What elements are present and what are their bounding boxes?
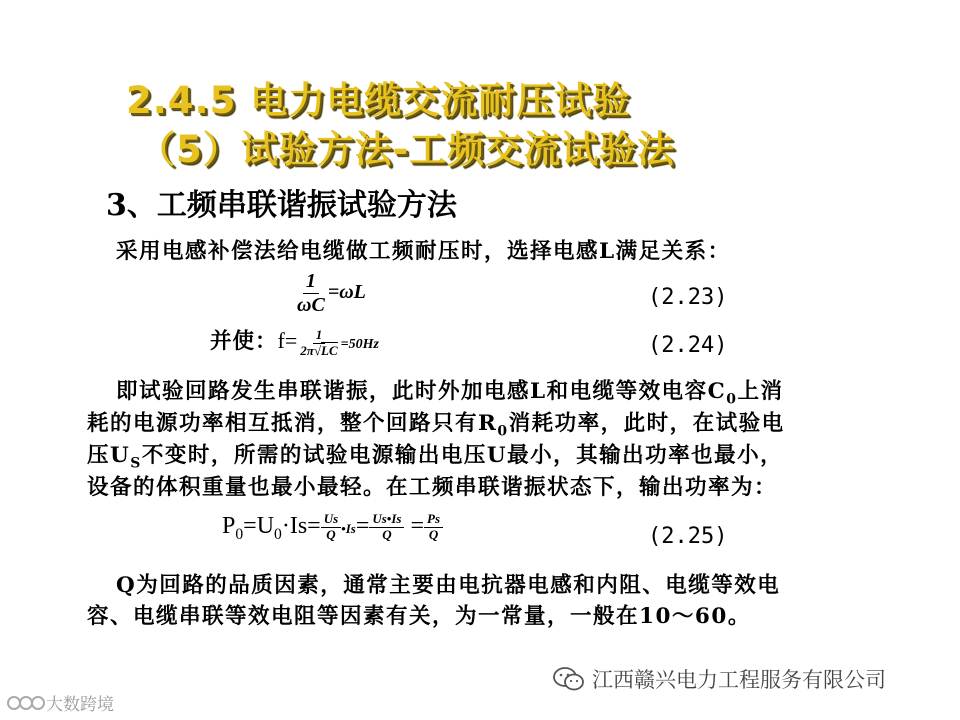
fraction-numerator: 1: [303, 270, 319, 294]
denominator-constant: 2π: [300, 343, 314, 358]
text-run: 耗的电源功率相互抵消，整个回路只有R: [87, 411, 498, 436]
watermark: [6, 690, 114, 715]
paragraph-2-line-2: 容、电缆串联等效电阻等因素有关，为一常量，一般在10～60。: [87, 604, 751, 629]
fraction: [294, 270, 328, 317]
text-run: 上消: [737, 379, 784, 404]
paragraph-1-line-4: 设备的体积重量也最小最轻。在工频串联谐振状态下，输出功率为：: [87, 475, 778, 500]
intro-text: 采用电感补偿法给电缆做工频耐压时，选择电感L满足关系：: [116, 239, 731, 264]
text-run: 不变时，所需的试验电源输出电压U最小，其输出功率也最小，: [141, 443, 784, 468]
subscript: 0: [497, 423, 509, 440]
subscript: 0: [274, 525, 282, 543]
fraction-denominator: Q: [428, 526, 439, 542]
title-line-1: 2.4.5 电力电缆交流耐压试验: [126, 79, 631, 122]
fraction-3: [424, 512, 443, 543]
fraction: [297, 328, 340, 359]
text-run: 即试验回路发生串联谐振，此时外加电感L和电缆等效电容C: [116, 379, 727, 404]
fraction-2: [369, 512, 404, 543]
equals-sign: =: [410, 512, 425, 539]
footer-account: [552, 664, 886, 694]
equation-2-23: [294, 270, 366, 317]
fraction-numerator: Us•Is: [369, 512, 404, 528]
symbol-p: P: [222, 512, 236, 539]
equation-2-25: [222, 512, 443, 544]
subscript: S: [130, 455, 142, 472]
paragraph-2-line-1: Q为回路的品质因素，通常主要由电抗器电感和内阻、电缆等效电: [116, 573, 781, 598]
footer-company-name: 江西赣兴电力工程服务有限公司: [592, 668, 886, 692]
fraction-tail: •Is: [341, 520, 356, 536]
equation-number-2-25: (2.25): [648, 524, 728, 549]
equation-lhs: f=: [277, 328, 298, 353]
subscript: 0: [235, 525, 244, 543]
equation-2-24: [210, 326, 379, 359]
equation-number-2-23: (2.23): [648, 285, 728, 310]
symbol-u: =U: [243, 512, 275, 539]
equation-prefix: 并使：: [210, 329, 278, 354]
fraction-denominator: ωC: [297, 294, 325, 316]
fraction-denominator: [297, 344, 340, 359]
fraction-1: [321, 512, 341, 543]
equation-rhs: =ωL: [327, 281, 366, 304]
text-run: 压U: [87, 443, 131, 468]
sqrt-icon: √: [313, 343, 321, 358]
section-heading: 3、工频串联谐振试验方法: [106, 188, 457, 223]
wechat-icon: [552, 666, 586, 692]
symbol-is: ·Is=: [281, 512, 321, 539]
watermark-text: 大数跨境: [46, 695, 114, 715]
fraction-numerator: Us: [321, 512, 341, 528]
fraction-denominator: Q: [382, 526, 392, 542]
fraction-denominator: Q: [326, 526, 336, 542]
fraction-numerator: Ps: [424, 512, 443, 528]
equation-rhs: =50Hz: [340, 337, 379, 352]
equals-sign: =: [355, 512, 370, 539]
subscript: 0: [726, 391, 738, 408]
logo-icon: [6, 693, 46, 713]
fraction-numerator: 1: [313, 328, 326, 344]
title-line-2: （5）试验方法-工频交流试验法: [138, 128, 676, 171]
sqrt-radicand: LC: [321, 343, 338, 358]
equation-number-2-24: (2.24): [648, 333, 728, 358]
text-run: 消耗功率，此时，在试验电: [508, 411, 785, 436]
